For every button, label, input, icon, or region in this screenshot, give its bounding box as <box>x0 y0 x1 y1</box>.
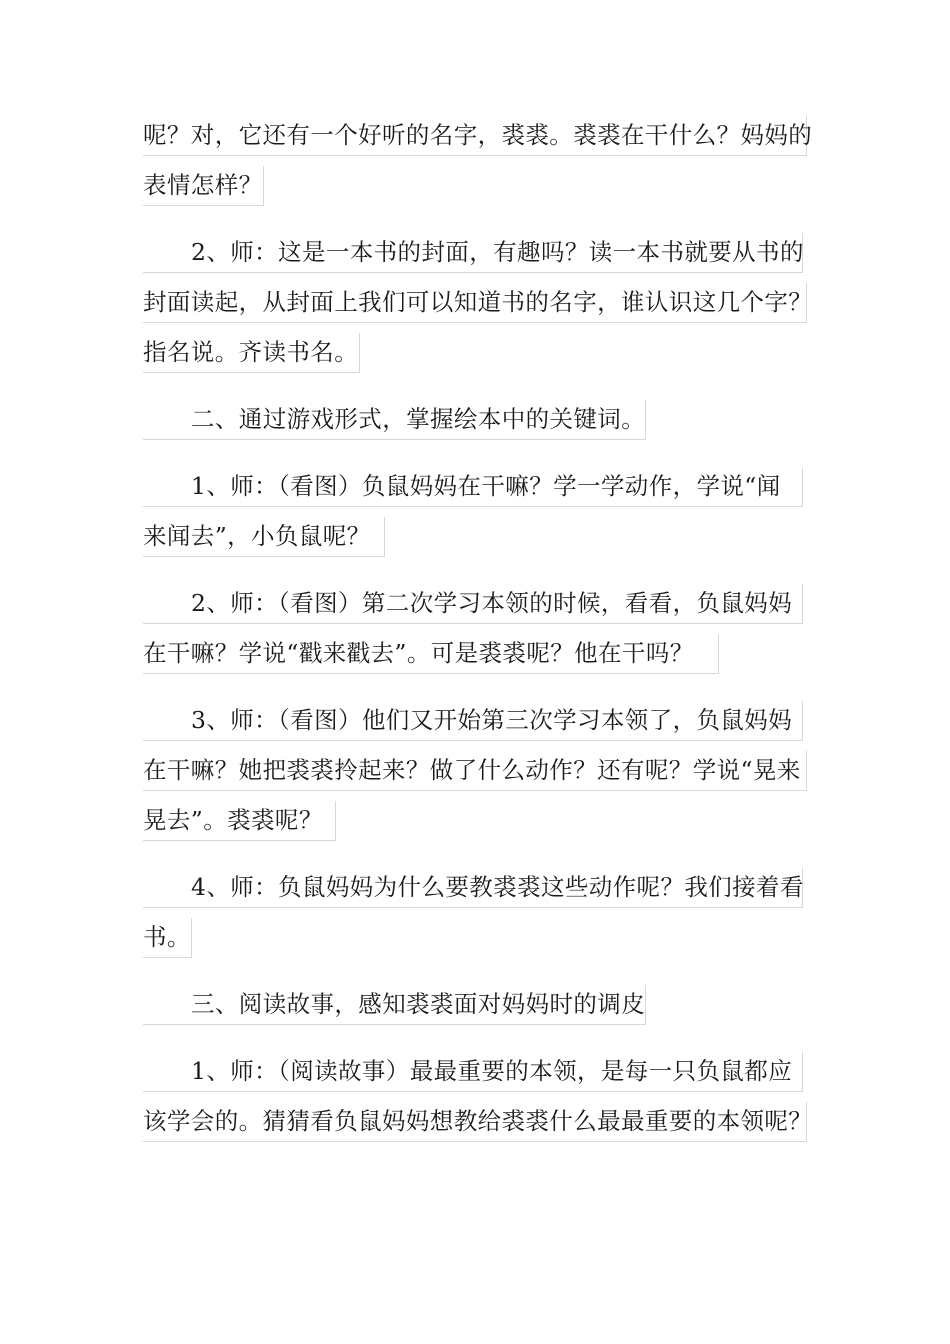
text-line: 呢？对，它还有一个好听的名字，裘裘。裘裘在干什么？妈妈的 <box>143 116 807 156</box>
text-line: 晃去”。裘裘呢？ <box>143 801 336 841</box>
text-line: 在干嘛？她把裘裘拎起来？做了什么动作？还有呢？学说“晃来 <box>143 751 807 791</box>
section-heading: 二、通过游戏形式，掌握绘本中的关键词。 <box>143 400 646 440</box>
text-line: 4、师：负鼠妈妈为什么要教裘裘这些动作呢？我们接着看 <box>143 868 803 908</box>
section-heading: 三、阅读故事，感知裘裘面对妈妈时的调皮 <box>143 985 646 1025</box>
text-line: 2、师：（看图）第二次学习本领的时候，看看，负鼠妈妈 <box>143 584 803 624</box>
text-line: 该学会的。猜猜看负鼠妈妈想教给裘裘什么最最重要的本领呢？ <box>143 1102 807 1142</box>
text-line: 1、师：（看图）负鼠妈妈在干嘛？学一学动作，学说“闻 <box>143 467 803 507</box>
text-line: 封面读起，从封面上我们可以知道书的名字，谁认识这几个字？ <box>143 283 807 323</box>
text-line: 表情怎样？ <box>143 166 264 206</box>
text-line: 在干嘛？学说“戳来戳去”。可是裘裘呢？他在干吗？ <box>143 634 719 674</box>
text-line: 书。 <box>143 918 192 958</box>
text-line: 1、师：（阅读故事）最最重要的本领，是每一只负鼠都应 <box>143 1052 803 1092</box>
text-line: 3、师：（看图）他们又开始第三次学习本领了，负鼠妈妈 <box>143 701 803 741</box>
text-line: 2、师：这是一本书的封面，有趣吗？读一本书就要从书的 <box>143 233 803 273</box>
text-line: 来闻去”，小负鼠呢？ <box>143 517 385 557</box>
text-line: 指名说。齐读书名。 <box>143 333 360 373</box>
